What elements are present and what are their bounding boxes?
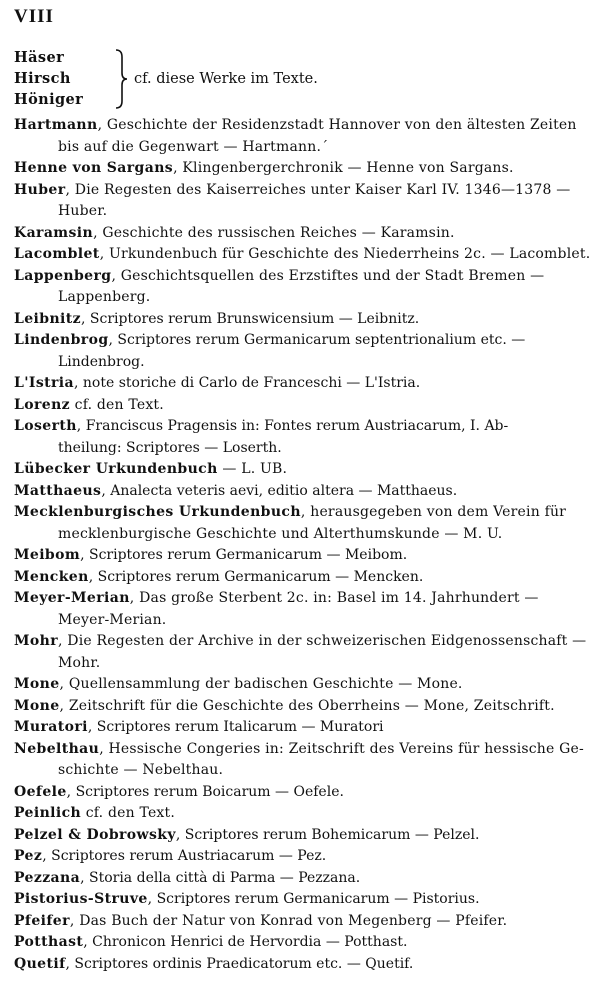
bracket-name: Höniger [14, 91, 84, 108]
bibliography-entry [14, 244, 596, 266]
bibliography-entry [14, 266, 596, 309]
bibliography-entry [14, 803, 596, 825]
entry-title: , Das Buch der Natur von Konrad von Megenberg — Pfeifer. [69, 912, 508, 929]
entry-author: Oefele [14, 783, 67, 800]
bracket-name: Hirsch [14, 70, 71, 87]
entry-author: Meyer-Merian [14, 590, 130, 606]
entry-title: , Scriptores rerum Germanicarum — Meibom. [80, 547, 408, 563]
entry-title: , Scriptores rerum Boicarum — Oefele. [66, 783, 344, 800]
bibliography-entry [14, 911, 596, 933]
entry-author: Mecklenburgisches Urkundenbuch [14, 504, 301, 520]
bibliography-entry [14, 846, 596, 868]
entry-title: , Scriptores rerum Brunswicensium — Leibnitz. [80, 310, 420, 327]
bibliography-entry [14, 739, 596, 782]
bibliography-entry [14, 825, 596, 847]
bibliography-entry [14, 782, 596, 804]
entry-author: Potthast [14, 934, 84, 950]
entry-title: , Geschichte des russischen Reiches — Karamsin. [93, 224, 455, 241]
entry-author: Pfeifer [14, 912, 70, 929]
bibliography-entry [14, 954, 596, 976]
entry-title: , Klingenbergerchronik — Henne von Sargans. [173, 160, 514, 176]
entry-author: Muratori [14, 719, 88, 735]
entry-author: Pistorius-Struve [14, 891, 148, 907]
bibliography-entry [14, 588, 596, 631]
bibliography-entry [14, 631, 596, 674]
entry-continuation: Huber. [58, 203, 108, 219]
entry-title: , Chronicon Henrici de Hervordia — Potthast. [83, 934, 408, 950]
bibliography-entry [14, 223, 596, 245]
entry-author: Lübecker Urkundenbuch [14, 461, 218, 477]
bibliography-entry [14, 459, 596, 481]
entry-author: Karamsin [14, 224, 94, 241]
entry-continuation: Meyer-Merian. [58, 611, 167, 628]
entry-title: , Analecta veteris aevi, editio altera — Matthaeus. [101, 482, 458, 499]
bibliography-entry [14, 330, 596, 373]
entry-author: Mencken [14, 568, 89, 585]
entry-author: Pezzana [14, 869, 81, 886]
entry-continuation: schichte — Nebelthau. [58, 762, 224, 778]
curly-brace-icon [114, 49, 128, 109]
entry-title: , Scriptores ordinis Praedicatorum etc. — Quetif. [65, 955, 414, 972]
bibliography-entry [14, 868, 596, 890]
entry-title: , Zeitschrift für die Geschichte des Oberrheins — Mone, Zeitschrift. [59, 697, 555, 714]
entry-continuation: Lappenberg. [58, 289, 151, 305]
entry-title: , Scriptores rerum Germanicarum septentrionalium etc. — [108, 332, 526, 348]
entry-continuation: bis auf die Gegenwart — Hartmann.´ [58, 138, 329, 155]
entry-author: Mohr [14, 633, 58, 649]
entry-title: , Quellensammlung der badischen Geschichte — Mone. [59, 676, 463, 692]
bibliography-entry [14, 696, 596, 718]
entry-title: , Scriptores rerum Italicarum — Muratori [87, 719, 384, 735]
entry-title: — L. UB. [217, 461, 288, 477]
bibliography-entry [14, 932, 596, 954]
entry-continuation: theilung: Scriptores — Loserth. [58, 439, 282, 456]
bibliography-list [14, 115, 596, 975]
entry-title: , Scriptores rerum Austriacarum — Pez. [42, 848, 327, 864]
entry-author: Lorenz [14, 396, 70, 413]
entry-title: , note storiche di Carlo de Franceschi — L'Istria. [74, 375, 421, 391]
bibliography-entry [14, 309, 596, 331]
entry-title: , Urkundenbuch für Geschichte des Niederrheins 2c. — Lacomblet. [99, 246, 591, 262]
entry-title: , Geschichtsquellen des Erzstiftes und der Stadt Bremen — [111, 267, 545, 284]
entry-title: , Scriptores rerum Germanicarum — Pistorius. [147, 891, 480, 907]
entry-title: , Scriptores rerum Germanicarum — Mencken. [88, 568, 424, 585]
entry-author: Henne von Sargans [14, 160, 174, 176]
entry-author: Huber [14, 181, 66, 198]
bibliography-entry [14, 158, 596, 180]
entry-title: , herausgegeben von dem Verein für [300, 504, 567, 520]
bibliography-entry [14, 674, 596, 696]
entry-author: Lacomblet [14, 246, 100, 262]
bibliography-entry [14, 180, 596, 223]
entry-title: , Die Regesten des Kaiserreiches unter Kaiser Karl IV. 1346—1378 — [65, 181, 571, 198]
entry-author: Loserth [14, 418, 77, 434]
entry-author: Lappenberg [14, 267, 112, 284]
entry-title: , Storia della città di Parma — Pezzana. [80, 869, 361, 886]
entry-continuation: Mohr. [58, 654, 101, 671]
bibliography-entry [14, 502, 596, 545]
bibliography-entry [14, 416, 596, 459]
bibliography-entry [14, 395, 596, 417]
bibliography-entry [14, 889, 596, 911]
bracket-name: Häser [14, 49, 65, 66]
entry-author: Pelzel & Dobrowsky [14, 826, 176, 843]
entry-author: Lindenbrog [14, 332, 109, 348]
entry-title: , Die Regesten der Archive in der schweizerischen Eidgenossenschaft — [58, 633, 587, 649]
entry-author: Nebelthau [14, 740, 100, 757]
entry-author: Mone [14, 676, 60, 692]
entry-author: Mone [14, 697, 60, 714]
bibliography-entry [14, 545, 596, 567]
entry-title: , Hessische Congeries in: Zeitschrift des Vereins für hessische Ge- [99, 740, 584, 757]
entry-author: Hartmann [14, 117, 98, 133]
entry-title: , Franciscus Pragensis in: Fontes rerum Austriacarum, I. Ab- [76, 418, 509, 434]
bibliography-entry [14, 481, 596, 503]
bibliography-entry [14, 373, 596, 395]
entry-title: , Das große Sterbent 2c. in: Basel im 14. Jahrhundert — [129, 590, 539, 606]
entry-author: Meibom [14, 547, 81, 563]
bracket-text: cf. diese Werke im Texte. [134, 71, 318, 87]
bibliography-entry [14, 115, 596, 158]
entry-author: Pez [14, 848, 43, 864]
bibliography-entry [14, 717, 596, 739]
entry-author: Leibnitz [14, 310, 81, 327]
entry-author: L'Istria [14, 375, 74, 391]
entry-author: Quetif [14, 955, 66, 972]
page-number: VIII [14, 6, 54, 27]
entry-continuation: mecklenburgische Geschichte und Alterthumskunde — M. U. [58, 525, 503, 542]
entry-author: Matthaeus [14, 482, 102, 499]
entry-title: , Geschichte der Residenzstadt Hannover von den ältesten Zeiten [97, 117, 577, 133]
bracket-names [14, 47, 83, 110]
entry-title: cf. den Text. [70, 396, 164, 413]
bracket-group [14, 47, 594, 113]
bibliography-entry [14, 567, 596, 589]
entry-title: , Scriptores rerum Bohemicarum — Pelzel. [175, 826, 480, 843]
entry-title: cf. den Text. [81, 805, 176, 821]
entry-author: Peinlich [14, 805, 82, 821]
entry-continuation: Lindenbrog. [58, 353, 145, 370]
